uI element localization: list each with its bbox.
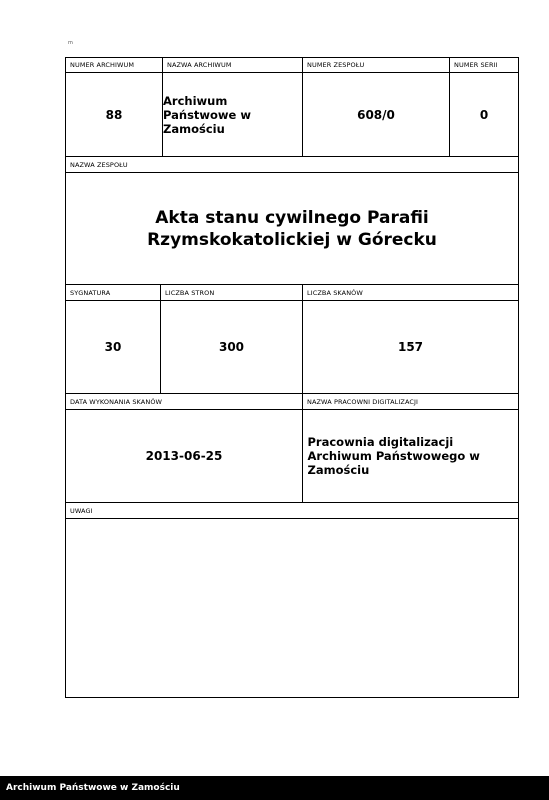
header-numer-zespolu: NUMER ZESPOŁU: [302, 57, 450, 73]
header-sygnatura: SYGNATURA: [65, 284, 161, 301]
value-numer-archiwum: 88: [65, 72, 163, 157]
value-liczba-skanow: 157: [302, 300, 519, 394]
footer-label: Archiwum Państwowe w Zamościu: [6, 783, 180, 793]
value-nazwa-archiwum: Archiwum Państwowe w Zamościu: [163, 93, 251, 136]
value-numer-zespolu: 608/0: [302, 72, 450, 157]
header-nazwa-zespolu: NAZWA ZESPOŁU: [65, 156, 519, 173]
footer-bar: [0, 776, 549, 800]
value-nazwa-archiwum-cell: [162, 72, 303, 157]
corner-mark: m: [68, 40, 73, 46]
header-nazwa-archiwum: NAZWA ARCHIWUM: [162, 57, 303, 73]
value-liczba-stron: 300: [160, 300, 303, 394]
header-numer-archiwum: NUMER ARCHIWUM: [65, 57, 163, 73]
value-data-wykonania: 2013-06-25: [65, 409, 303, 503]
header-nazwa-pracowni: NAZWA PRACOWNI DIGITALIZACJI: [302, 393, 519, 410]
value-nazwa-pracowni: Pracownia digitalizacji Archiwum Państwowego w Zamościu: [307, 435, 480, 477]
value-uwagi: [65, 518, 519, 698]
header-numer-serii: NUMER SERII: [449, 57, 519, 73]
header-uwagi: UWAGI: [65, 502, 519, 519]
header-liczba-stron: LICZBA STRON: [160, 284, 303, 301]
value-numer-serii: 0: [449, 72, 519, 157]
value-sygnatura: 30: [65, 300, 161, 394]
header-data-wykonania: DATA WYKONANIA SKANÓW: [65, 393, 303, 410]
header-liczba-skanow: LICZBA SKANÓW: [302, 284, 519, 301]
value-nazwa-zespolu: Akta stanu cywilnego Parafii Rzymskokatolickiej w Górecku: [147, 207, 437, 250]
value-nazwa-pracowni-cell: [302, 409, 519, 503]
metadata-form: [65, 57, 519, 698]
value-nazwa-zespolu-cell: [65, 172, 519, 285]
